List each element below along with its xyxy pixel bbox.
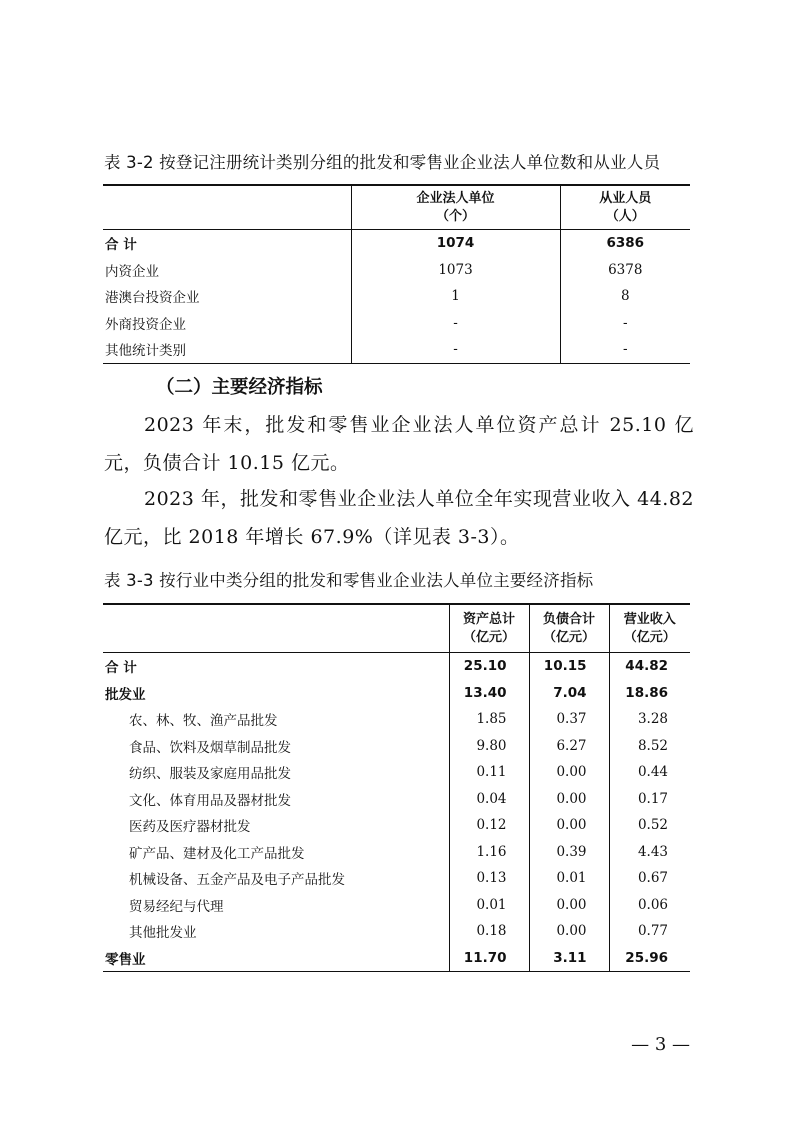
row-value: 8	[560, 283, 690, 310]
header-unit-count	[351, 185, 560, 230]
row-value: 0.13	[449, 865, 529, 892]
table-3-3-caption: 表 3-3 按行业中类分组的批发和零售业企业法人单位主要经济指标	[104, 571, 594, 590]
header-text: （亿元）	[623, 629, 676, 645]
row-value: 6.27	[529, 733, 609, 760]
row-value: 0.12	[449, 812, 529, 839]
table-row	[103, 733, 690, 760]
row-value: 3.11	[529, 945, 609, 972]
header-text: 营业收入	[623, 611, 676, 627]
row-label: 食品、饮料及烟草制品批发	[129, 739, 291, 756]
row-value: -	[351, 310, 560, 337]
table-header-row	[103, 185, 690, 230]
row-value: 0.00	[529, 759, 609, 786]
row-value: 8.52	[609, 733, 690, 760]
row-label: 外商投资企业	[105, 316, 186, 333]
row-value: 1074	[351, 230, 560, 257]
row-value: -	[560, 336, 690, 363]
paragraph-assets: 2023 年末，批发和零售业企业法人单位资产总计 25.10 亿元，负债合计 10.15 亿元。	[104, 414, 694, 474]
header-total-liabilities	[529, 604, 609, 653]
table-row	[103, 257, 690, 284]
row-value: 0.00	[529, 786, 609, 813]
row-label: 内资企业	[105, 263, 159, 280]
row-label: 其他批发业	[129, 925, 197, 942]
row-label: 矿产品、建材及化工产品批发	[129, 845, 305, 862]
row-value: 0.01	[449, 892, 529, 919]
table-row	[103, 892, 690, 919]
row-value: 0.44	[609, 759, 690, 786]
header-text: （人）	[605, 208, 645, 224]
header-text: 企业法人单位	[416, 190, 495, 206]
table-3-3	[103, 603, 690, 972]
row-label: 其他统计类别	[105, 343, 186, 360]
header-text: （亿元）	[542, 629, 595, 645]
row-label: 纺织、服装及家庭用品批发	[129, 766, 291, 783]
row-label: 零售业	[105, 951, 146, 968]
row-value: 0.39	[529, 839, 609, 866]
row-label: 文化、体育用品及器材批发	[129, 792, 291, 809]
row-value: 3.28	[609, 706, 690, 733]
row-value: 0.52	[609, 812, 690, 839]
row-value: 0.01	[529, 865, 609, 892]
row-value: 0.04	[449, 786, 529, 813]
row-value: 25.10	[449, 653, 529, 680]
row-value: 0.00	[529, 892, 609, 919]
table-row	[103, 945, 690, 972]
table-row	[103, 680, 690, 707]
row-value: 9.80	[449, 733, 529, 760]
row-label: 批发业	[105, 686, 146, 703]
row-label: 机械设备、五金产品及电子产品批发	[129, 872, 345, 889]
row-value: 0.00	[529, 812, 609, 839]
row-label: 合 计	[105, 237, 137, 254]
row-label: 港澳台投资企业	[105, 290, 200, 307]
row-value: 0.67	[609, 865, 690, 892]
table-row	[103, 918, 690, 945]
header-revenue	[609, 604, 690, 653]
row-value: 0.37	[529, 706, 609, 733]
row-value: 25.96	[609, 945, 690, 972]
row-value: 4.43	[609, 839, 690, 866]
row-value: 0.00	[529, 918, 609, 945]
row-value: -	[351, 336, 560, 363]
header-industry	[103, 604, 449, 653]
header-category	[103, 185, 351, 230]
page-number: — 3 —	[631, 1034, 690, 1055]
row-value: 1.16	[449, 839, 529, 866]
header-text: 从业人员	[599, 190, 652, 206]
header-text: 资产总计	[462, 611, 515, 627]
row-label: 合 计	[105, 660, 137, 677]
row-value: 0.77	[609, 918, 690, 945]
row-value: 0.11	[449, 759, 529, 786]
header-text: （个）	[435, 208, 475, 224]
row-value: 6378	[560, 257, 690, 284]
row-value: 10.15	[529, 653, 609, 680]
table-row	[103, 865, 690, 892]
table-row	[103, 283, 690, 310]
section-heading: （二）主要经济指标	[156, 377, 323, 398]
table-row	[103, 230, 690, 257]
row-label: 医药及医疗器材批发	[129, 819, 251, 836]
table-3-2	[103, 184, 690, 364]
row-value: 1.85	[449, 706, 529, 733]
table-header-row	[103, 604, 690, 653]
table-row	[103, 812, 690, 839]
row-value: 18.86	[609, 680, 690, 707]
row-value: 1073	[351, 257, 560, 284]
row-label: 农、林、牧、渔产品批发	[129, 713, 278, 730]
row-value: 1	[351, 283, 560, 310]
row-value: 13.40	[449, 680, 529, 707]
row-value: 7.04	[529, 680, 609, 707]
table-row	[103, 759, 690, 786]
table-row	[103, 310, 690, 337]
table-3-2-caption: 表 3-2 按登记注册统计类别分组的批发和零售业企业法人单位数和从业人员	[104, 153, 661, 172]
paragraph-revenue: 2023 年，批发和零售业企业法人单位全年实现营业收入 44.82 亿元，比 2018 年增长 67.9%（详见表 3-3）。	[104, 488, 694, 548]
table-row	[103, 336, 690, 363]
table-row	[103, 653, 690, 680]
header-text: 负债合计	[542, 611, 595, 627]
row-value: 44.82	[609, 653, 690, 680]
table-row	[103, 706, 690, 733]
header-employees	[560, 185, 690, 230]
row-value: -	[560, 310, 690, 337]
row-value: 6386	[560, 230, 690, 257]
header-total-assets	[449, 604, 529, 653]
table-row	[103, 839, 690, 866]
table-row	[103, 786, 690, 813]
row-value: 0.17	[609, 786, 690, 813]
row-label: 贸易经纪与代理	[129, 898, 224, 915]
row-value: 0.18	[449, 918, 529, 945]
row-value: 11.70	[449, 945, 529, 972]
header-text: （亿元）	[462, 629, 515, 645]
row-value: 0.06	[609, 892, 690, 919]
